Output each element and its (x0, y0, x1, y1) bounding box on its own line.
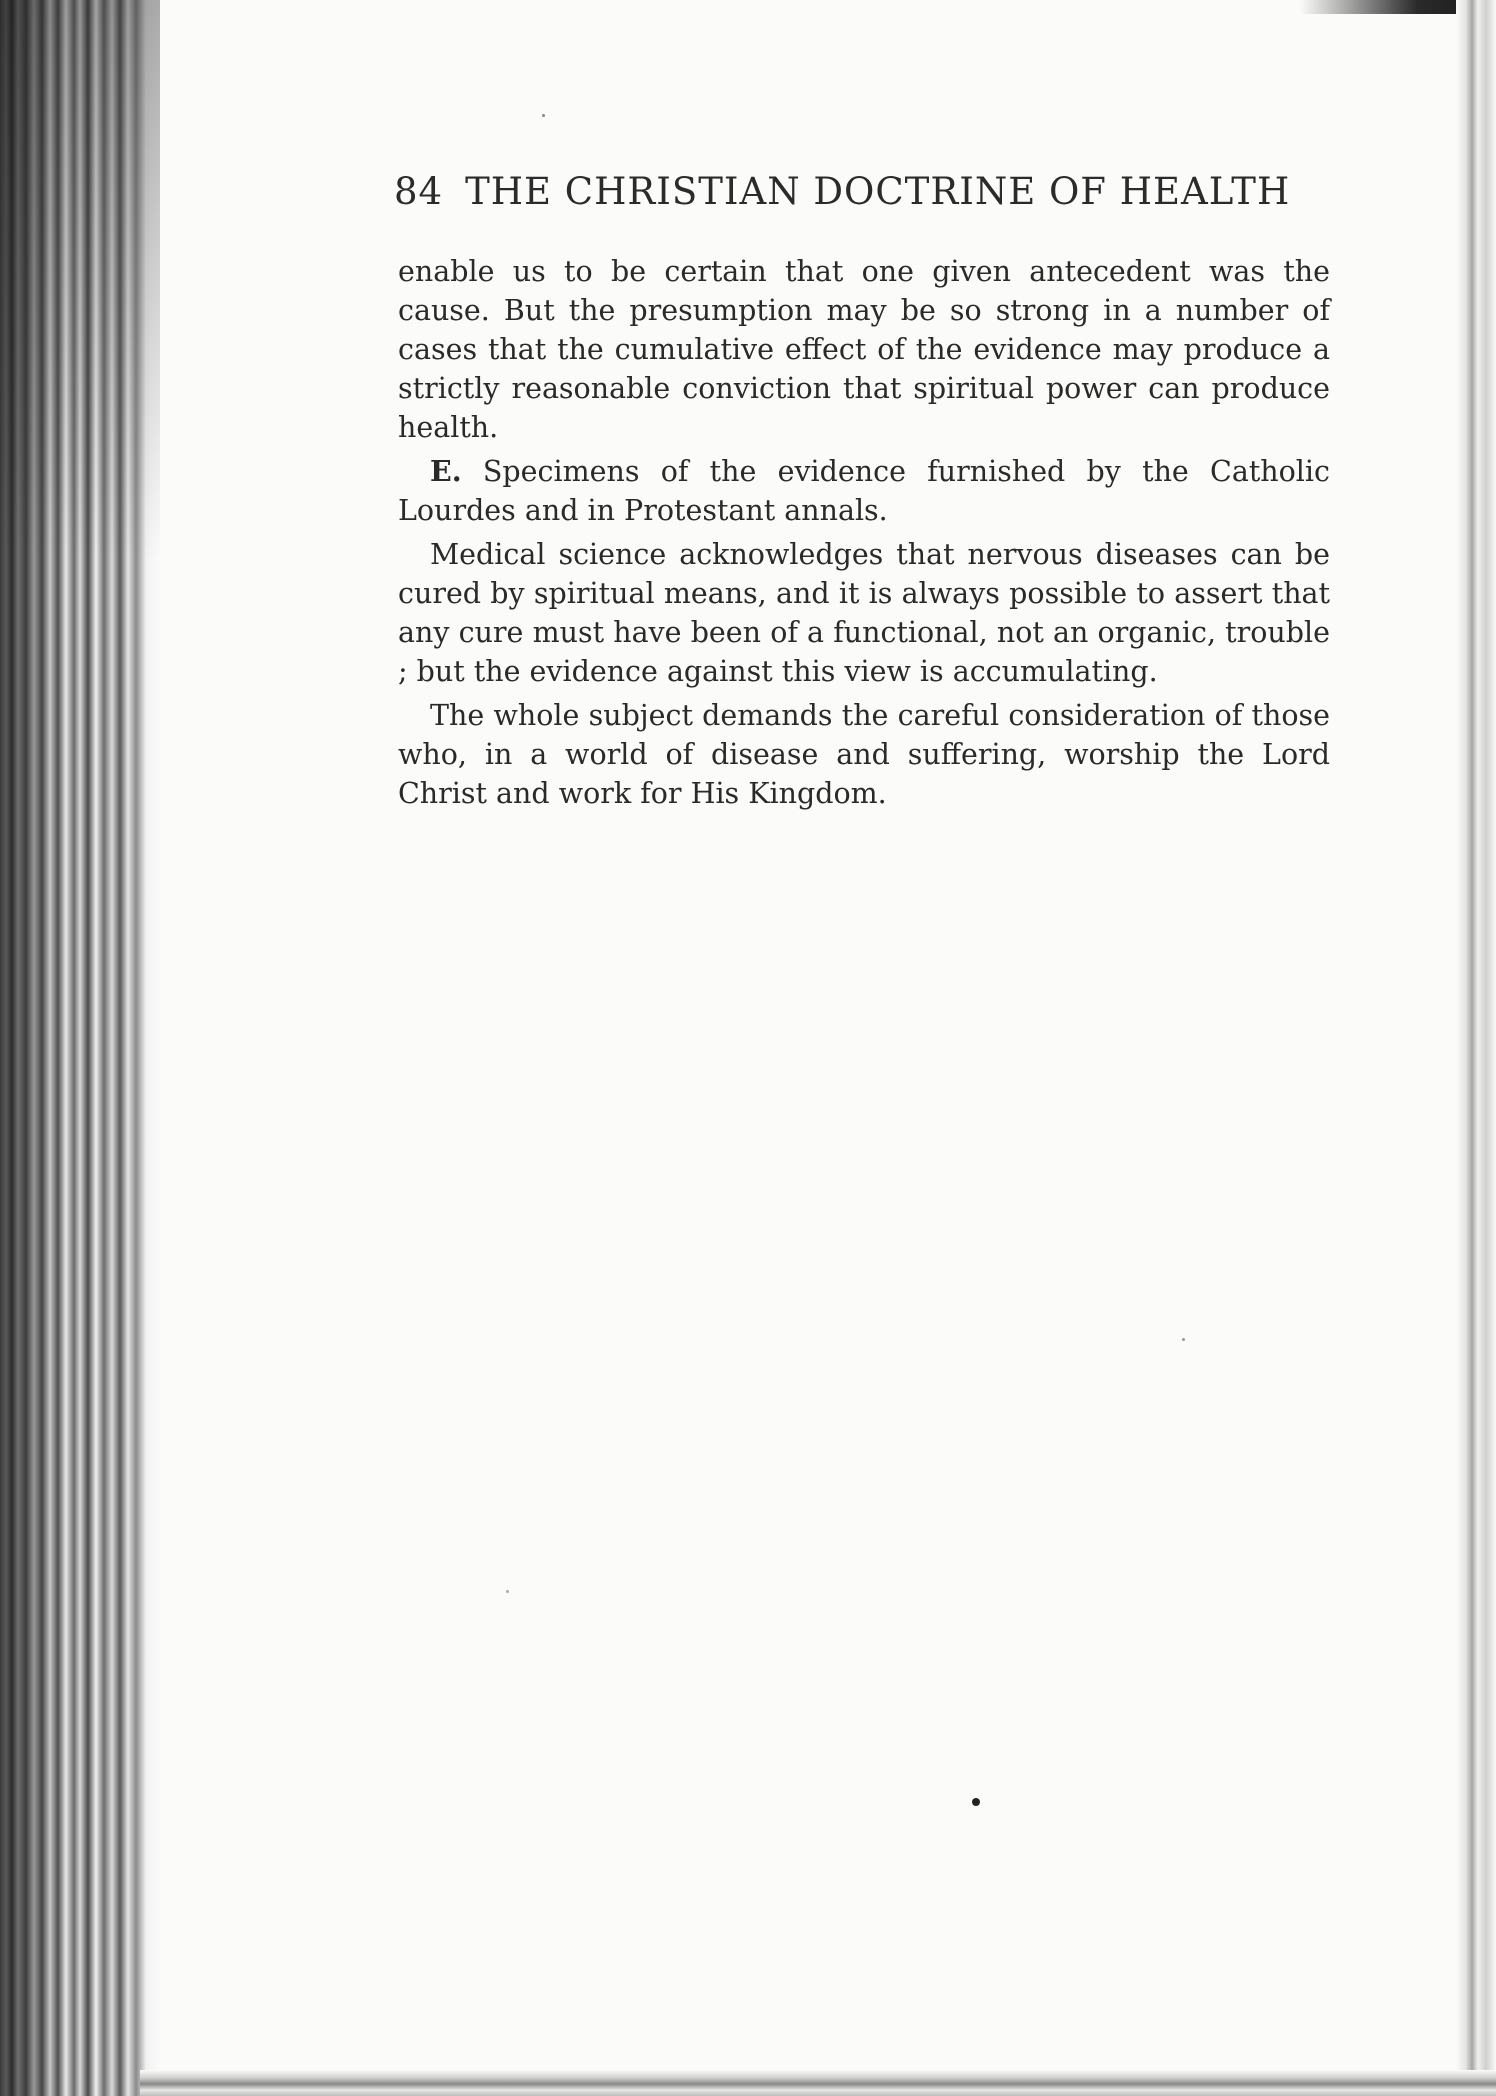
ink-speck (542, 114, 545, 117)
bottom-page-edge (140, 2070, 1496, 2096)
page-body (398, 252, 1330, 818)
binding-shadow (0, 0, 160, 560)
paragraph-text: Specimens of the evidence furnished by the Catholic Lourdes and in Protestant annals. (398, 455, 1330, 527)
ink-speck (972, 1798, 980, 1806)
page-header (394, 170, 1334, 213)
right-page-edge (1456, 0, 1496, 2096)
page-number: 84 (394, 170, 444, 213)
paragraph: The whole subject demands the careful consideration of those who, in a world of disease and suffering, worship the Lord Christ and work for His Kingdom. (398, 699, 1330, 810)
section-marker: E. (430, 454, 462, 488)
paragraph: Medical science acknowledges that nervous diseases can be cured by spiritual means, and it is always possible to assert that any cure must have been of a functional, not an organic, trouble ; but the evidence against this view is accumulating. (398, 538, 1330, 688)
paragraph (398, 452, 1330, 530)
ink-speck (1182, 1338, 1185, 1341)
ink-speck (506, 1590, 509, 1593)
paragraph: enable us to be certain that one given antecedent was the cause. But the presumption may be so strong in a number of cases that the cumulative effect of the evidence may produce a strictly reasonable conviction that spiritual power can produce health. (398, 255, 1330, 444)
running-title: THE CHRISTIAN DOCTRINE OF HEALTH (465, 170, 1291, 213)
